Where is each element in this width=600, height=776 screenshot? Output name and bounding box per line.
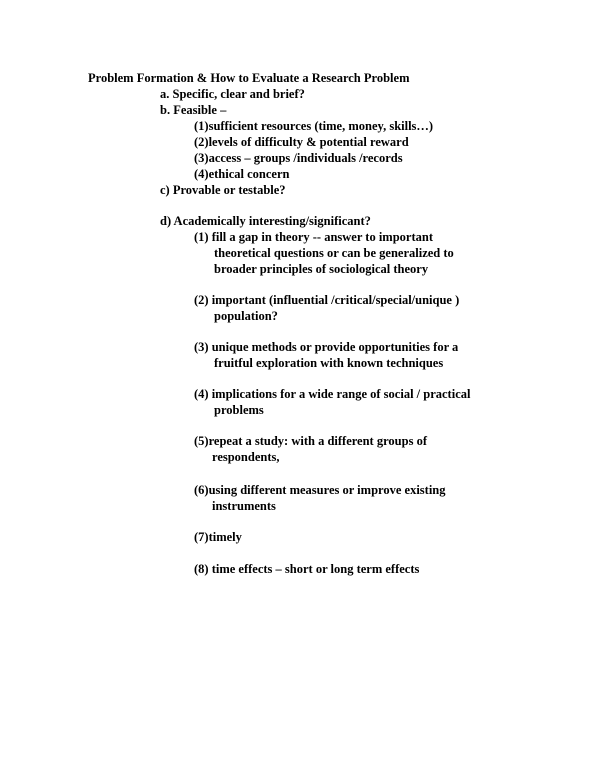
significance-item-5-line-1: (5)repeat a study: with a different groups of	[194, 434, 427, 448]
feasible-item-1: (1)sufficient resources (time, money, skills…)	[194, 119, 434, 133]
criterion-a: a. Specific, clear and brief?	[160, 87, 305, 101]
significance-item-7-line-1: (7)timely	[194, 530, 242, 544]
significance-item-4-line-2: problems	[214, 403, 264, 417]
feasible-item-3: (3)access – groups /individuals /records	[194, 151, 403, 165]
criterion-c: c) Provable or testable?	[160, 183, 286, 197]
significance-item-8-line-1: (8) time effects – short or long term effects	[194, 562, 420, 576]
significance-item-1-line-3: broader principles of sociological theory	[214, 262, 429, 276]
significance-item-2-line-2: population?	[214, 309, 278, 323]
feasible-item-2: (2)levels of difficulty & potential reward	[194, 135, 409, 149]
significance-item-6-line-2: instruments	[212, 499, 276, 513]
significance-item-3-line-2: fruitful exploration with known techniques	[214, 356, 444, 370]
criterion-b: b. Feasible –	[160, 103, 227, 117]
significance-item-1-line-1: (1) fill a gap in theory -- answer to important	[194, 230, 433, 244]
significance-item-4-line-1: (4) implications for a wide range of social / practical	[194, 387, 471, 401]
page-title: Problem Formation & How to Evaluate a Research Problem	[88, 71, 410, 85]
criterion-d: d) Academically interesting/significant?	[160, 214, 371, 228]
significance-item-5-line-2: respondents,	[212, 450, 280, 464]
feasible-item-4: (4)ethical concern	[194, 167, 290, 181]
significance-item-6-line-1: (6)using different measures or improve existing	[194, 483, 446, 497]
significance-item-1-line-2: theoretical questions or can be generalized to	[214, 246, 454, 260]
significance-item-2-line-1: (2) important (influential /critical/special/unique )	[194, 293, 460, 307]
significance-item-3-line-1: (3) unique methods or provide opportunities for a	[194, 340, 459, 354]
